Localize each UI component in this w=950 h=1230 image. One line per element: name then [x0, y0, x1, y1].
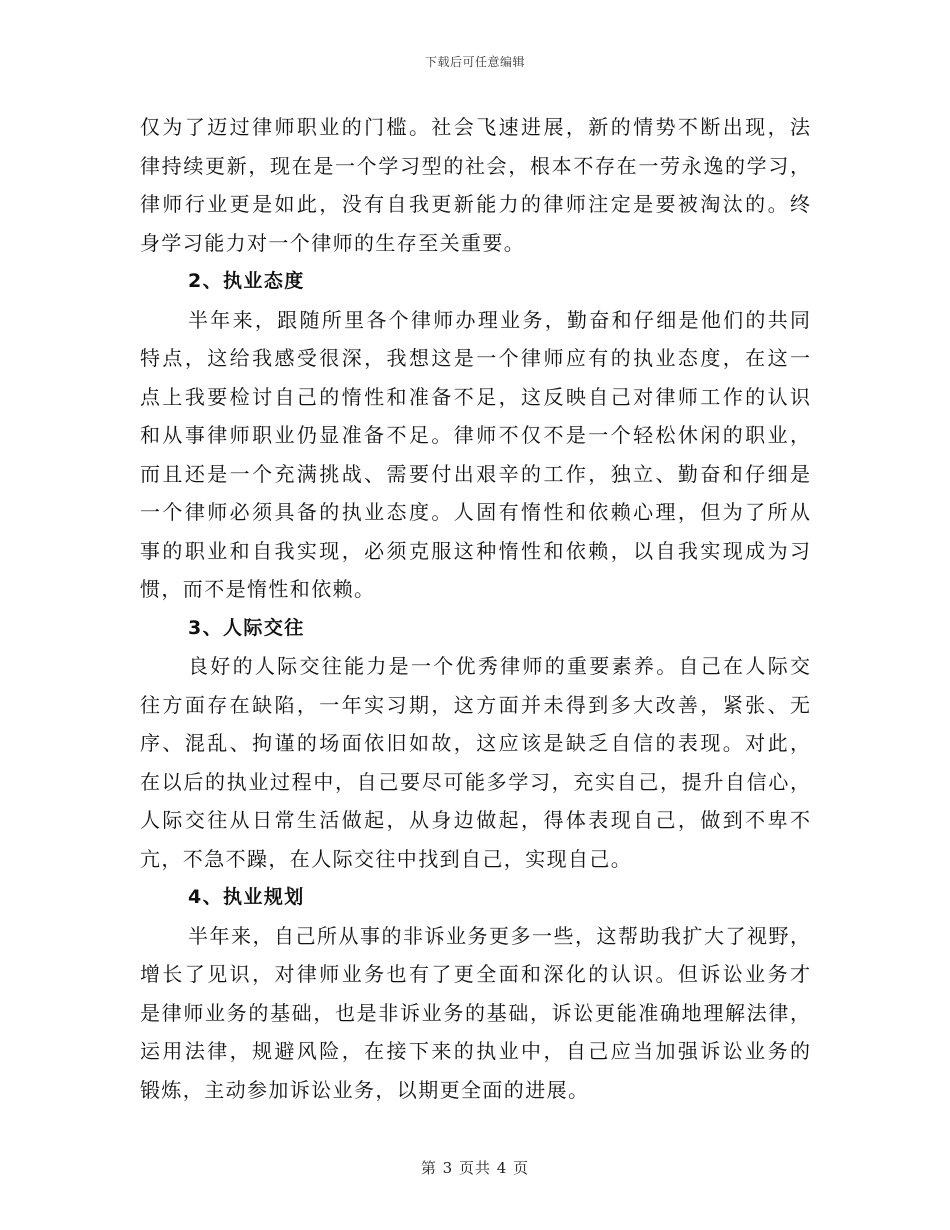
text-line: 良好的人际交往能力是一个优秀律师的重要素养。自己在人际交	[188, 654, 810, 678]
paragraph-social	[140, 647, 810, 878]
text-line: 惯，而不是惰性和依赖。	[140, 577, 376, 601]
text-line: 特点，这给我感受很深，我想这是一个律师应有的执业态度，在这一	[140, 346, 810, 370]
text-line: 是律师业务的基础，也是非诉业务的基础，诉讼更能准确地理解法律，	[140, 1000, 810, 1025]
text-line: 半年来，跟随所里各个律师办理业务，勤奋和仔细是他们的共同	[188, 307, 810, 332]
text-line: 和从事律师职业仍显准备不足。律师不仅不是一个轻松休闲的职业，	[140, 423, 810, 447]
text-line: 律师行业更是如此，没有自我更新能力的律师注定是要被淘汰的。终	[140, 192, 810, 216]
text-line: 仅为了迈过律师职业的门槛。社会飞速进展，新的情势不断出现，法	[140, 115, 810, 139]
text-line: 在以后的执业过程中，自己要尽可能多学习，充实自己，提升自信心，	[140, 769, 810, 794]
paragraph-continuation	[140, 108, 810, 262]
text-line: 亢，不急不躁，在人际交往中找到自己，实现自己。	[140, 846, 633, 871]
text-line: 序、混乱、拘谨的场面依旧如故，这应该是缺乏自信的表现。对此，	[140, 731, 810, 755]
text-line: 往方面存在缺陷，一年实习期，这方面并未得到多大改善，紧张、无	[140, 692, 810, 717]
text-line: 锻炼，主动参加诉讼业务，以期更全面的进展。	[140, 1077, 590, 1102]
text-line: 身学习能力对一个律师的生存至关重要。	[140, 230, 526, 255]
paragraph-attitude	[140, 301, 810, 609]
text-line: 事的职业和自我实现，必须克服这种惰性和依赖，以自我实现成为习	[140, 538, 810, 563]
section-heading-planning: 4、执业规划	[188, 886, 305, 908]
text-line: 人际交往从日常生活做起，从身边做起，得体表现自己，做到不卑不	[140, 808, 810, 832]
section-heading-social: 3、人际交往	[188, 616, 305, 639]
section-heading-attitude: 2、执业态度	[188, 270, 305, 292]
document-body	[140, 108, 810, 1109]
text-line: 而且还是一个充满挑战、需要付出艰辛的工作，独立、勤奋和仔细是	[140, 461, 810, 486]
paragraph-planning	[140, 917, 810, 1110]
text-line: 一个律师必须具备的执业态度。人固有惰性和依赖心理，但为了所从	[140, 500, 810, 524]
text-line: 半年来，自己所从事的非诉业务更多一些，这帮助我扩大了视野，	[188, 923, 810, 948]
page-number-footer: 第 3 页共 4 页	[420, 1159, 530, 1177]
text-line: 律持续更新，现在是一个学习型的社会，根本不存在一劳永逸的学习，	[140, 153, 810, 178]
text-line: 增长了见识，对律师业务也有了更全面和深化的认识。但诉讼业务才	[140, 962, 810, 986]
text-line: 点上我要检讨自己的惰性和准备不足，这反映自己对律师工作的认识	[140, 384, 810, 409]
page-header: 下载后可任意编辑	[424, 55, 525, 69]
text-line: 运用法律，规避风险，在接下来的执业中，自己应当加强诉讼业务的	[140, 1039, 810, 1063]
